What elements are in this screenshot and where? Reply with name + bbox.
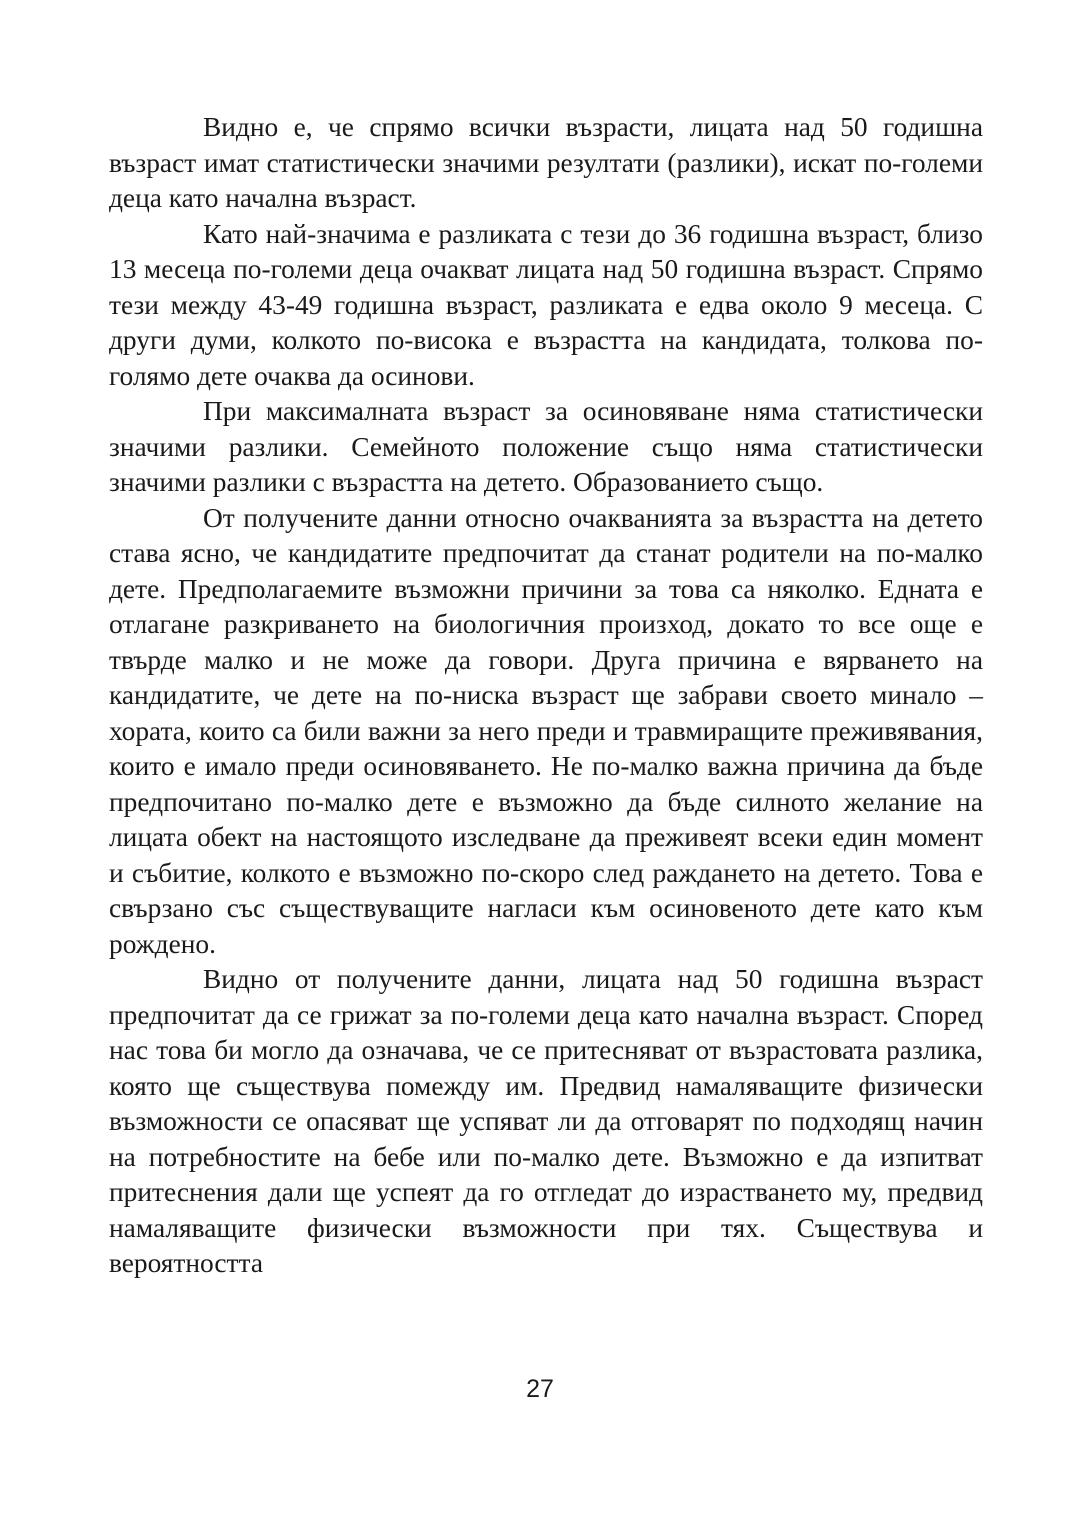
paragraph-1: Видно е, че спрямо всички възрасти, лицата над 50 годишна възраст имат статистически значими резултати (разлики), искат по-големи деца като начална възраст.: [109, 112, 983, 213]
paragraph-2: Като най-значима е разликата с тези до 36 годишна възраст, близо 13 месеца по-големи деца очакват лицата над 50 годишна възраст. Спрямо тези между 43-49 годишна възраст, разликата е едва около 9 месеца. С други думи, колкото по-висока е възрастта на кандидата, толкова по- голямо дете очаква да осинови.: [109, 218, 983, 391]
body-text: [109, 110, 983, 1282]
paragraph-3: При максималната възраст за осиновяване няма статистически значими разлики. Семейното положение също няма статистически значими разлики с възрастта на детето. Образованието също.: [109, 396, 983, 497]
page-number: 27: [526, 1375, 554, 1403]
paragraph-4: От получените данни относно очакванията за възрастта на детето става ясно, че кандидатите предпочитат да станат родители на по-малко дете. Предполагаемите възможни причини за това са няколко. Едната е отлагане разкриването на биологичния произход, докато то все още е твърде малко и не може да говори. Друга причина е вярването на кандидатите, че дете на по-ниска възраст ще забрави своето минало – хората, които са били важни за него преди и травмиращите преживявания, които е имало преди осиновяването. Не по-малко важна причина да бъде предпочитано по-малко дете е възможно да бъде силното желание на лицата обект на настоящото изследване да преживеят всеки един момент и събитие, колкото е възможно по-скоро след раждането на детето. Това е свързано със съществуващите нагласи към осиновеното дете като към рождено.: [109, 502, 983, 959]
paragraph-5: Видно от получените данни, лицата над 50 годишна възраст предпочитат да се грижат за по-големи деца като начална възраст. Според нас това би могло да означава, че се притесняват от възрастовата разлика, която ще съществува помежду им. Предвид намаляващите физически възможности се опасяват ще успяват ли да отговарят по подходящ начин на потребностите на бебе или по-малко дете. Възможно е да изпитват притеснения дали ще успеят да го отгледат до израстването му, предвид намаляващите физически възможности при тях. Съществува и вероятността: [109, 964, 983, 1278]
